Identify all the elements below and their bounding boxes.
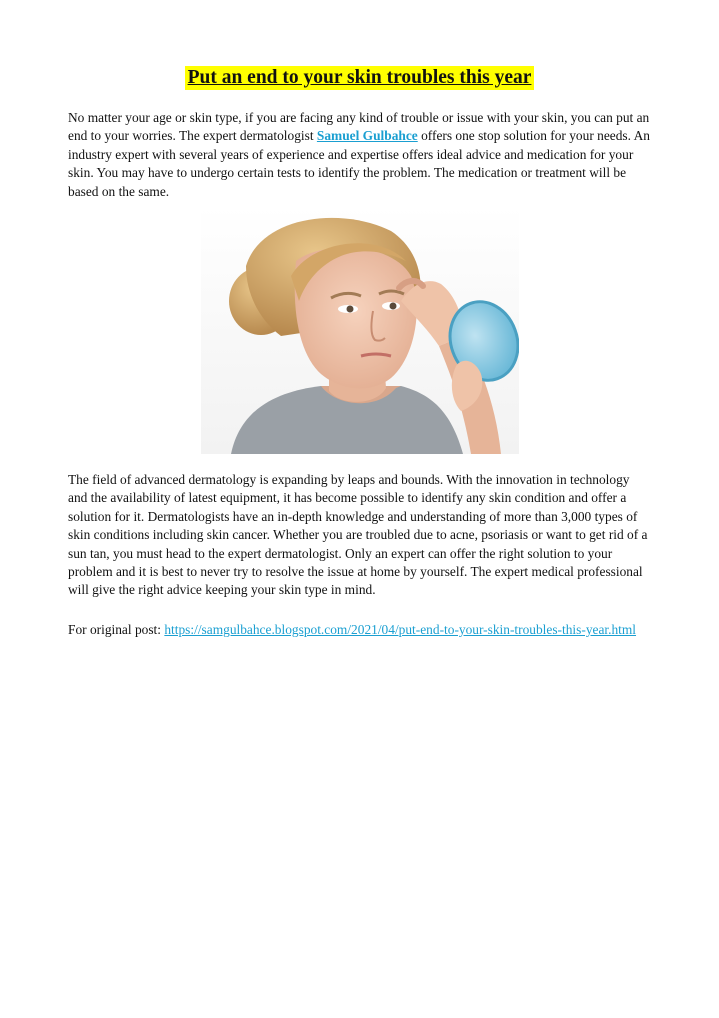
dermatologist-name-link[interactable]: Samuel Gulbahce bbox=[316, 128, 418, 144]
body-paragraph: The field of advanced dermatology is expanding by leaps and bounds. With the innovation in technology and the availability of latest equipment, it has become possible to identify any skin condition and offer a solution for it. Dermatologists have an in-depth knowledge and understanding of more than 3,000 types of skin conditions including skin cancer. Whether you are troubled due to acne, psoriasis or want to get rid of a sun tan, you must head to the expert dermatologist. Only an expert can offer the right solution to your problem and it is best to never try to resolve the issue at home by yourself. The expert medical professional will give the right advice keeping your skin type in mind. bbox=[68, 472, 648, 598]
intro-text-end: offers one stop solution for your needs. An industry expert with several years of experience and expertise offers ideal advice and medication for your skin. You may have to undergo certain tests to identify the problem. The medication or treatment will be based on the same. bbox=[68, 128, 650, 199]
source-url-link[interactable]: https://samgulbahce.blogspot.com/2021/04/put-end-to-your-skin-troubles-this-year.html bbox=[164, 622, 637, 637]
intro-paragraph bbox=[68, 109, 652, 201]
source-label: For original post: bbox=[68, 622, 165, 637]
source-paragraph bbox=[68, 621, 652, 639]
intro-text-start: No matter your age or skin type, if you are facing any kind of trouble or issue with your skin, you can put an end to your worries. The expert dermatologist bbox=[68, 110, 650, 144]
article-title: Put an end to your skin troubles this year bbox=[185, 66, 535, 90]
woman-mirror-photo bbox=[201, 206, 519, 454]
title-wrap bbox=[0, 66, 719, 90]
